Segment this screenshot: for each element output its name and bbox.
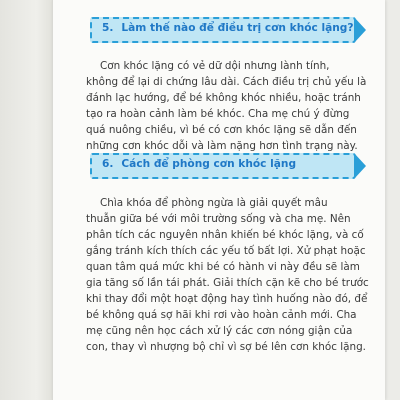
paragraph-line: mẹ cũng nên học cách xử lý các cơn nóng giận của: [86, 325, 353, 337]
paragraph-line: những cơn khóc dỗi và làm nặng hơn tình trạng này.: [86, 140, 358, 152]
paragraph-line: gắng tránh kích thích các yếu tố bất lợi. Xử phạt hoặc: [86, 245, 366, 257]
paragraph-line: khi thay đổi một hoạt động hay tình huống nào đó, để: [86, 293, 368, 305]
paragraph-line: quan tâm quá mức khi bé có hành vi này đều sẽ làm: [86, 261, 360, 273]
paragraph-line: gia tăng số lần tái phát. Giải thích cặn kẽ cho bé trước: [86, 277, 369, 289]
paragraph-line: thuẫn giữa bé với môi trường sống và cha mẹ. Nên: [86, 213, 351, 225]
paragraph-line: Cơn khóc lặng có vẻ dữ dội nhưng lành tính,: [100, 60, 330, 72]
paragraph-line: Chìa khóa để phòng ngừa là giải quyết mâu: [100, 197, 328, 209]
section-6-title: Cách để phòng cơn khóc lặng: [121, 158, 297, 170]
section-5-banner: [90, 17, 356, 43]
section-5-number: 5.: [102, 22, 114, 34]
section-6-number: 6.: [102, 158, 114, 170]
book-spine-shadow: [0, 0, 52, 400]
paragraph-line: con, thay vì nhượng bộ chỉ vì sợ bé lên cơn khóc lặng.: [86, 341, 366, 353]
paragraph-line: đánh lạc hướng, để bé không khóc nhiều, hoặc tránh: [86, 92, 361, 104]
section-6-paragraph: [86, 195, 368, 355]
section-5-heading: [102, 22, 354, 34]
paragraph-line: tạo ra hoàn cảnh làm bé khóc. Cha mẹ chú ý đừng: [86, 108, 350, 120]
paragraph-line: không để lại di chứng lâu dài. Cách điều trị chủ yếu là: [86, 76, 367, 88]
paragraph-line: bé không quá sợ hãi khi rơi vào hoàn cảnh mới. Cha: [86, 309, 357, 321]
section-5-title: Làm thế nào để điều trị cơn khóc lặng?: [121, 22, 354, 34]
paragraph-line: phân tích các nguyên nhân khiến bé khóc lặng, và cố: [86, 229, 364, 241]
section-6-banner: [90, 153, 356, 179]
paragraph-line: quá nuông chiều, vì bé có cơn khóc lặng sẽ dẫn đến: [86, 124, 357, 136]
section-5-paragraph: [86, 58, 368, 154]
section-6-heading: [102, 158, 296, 170]
